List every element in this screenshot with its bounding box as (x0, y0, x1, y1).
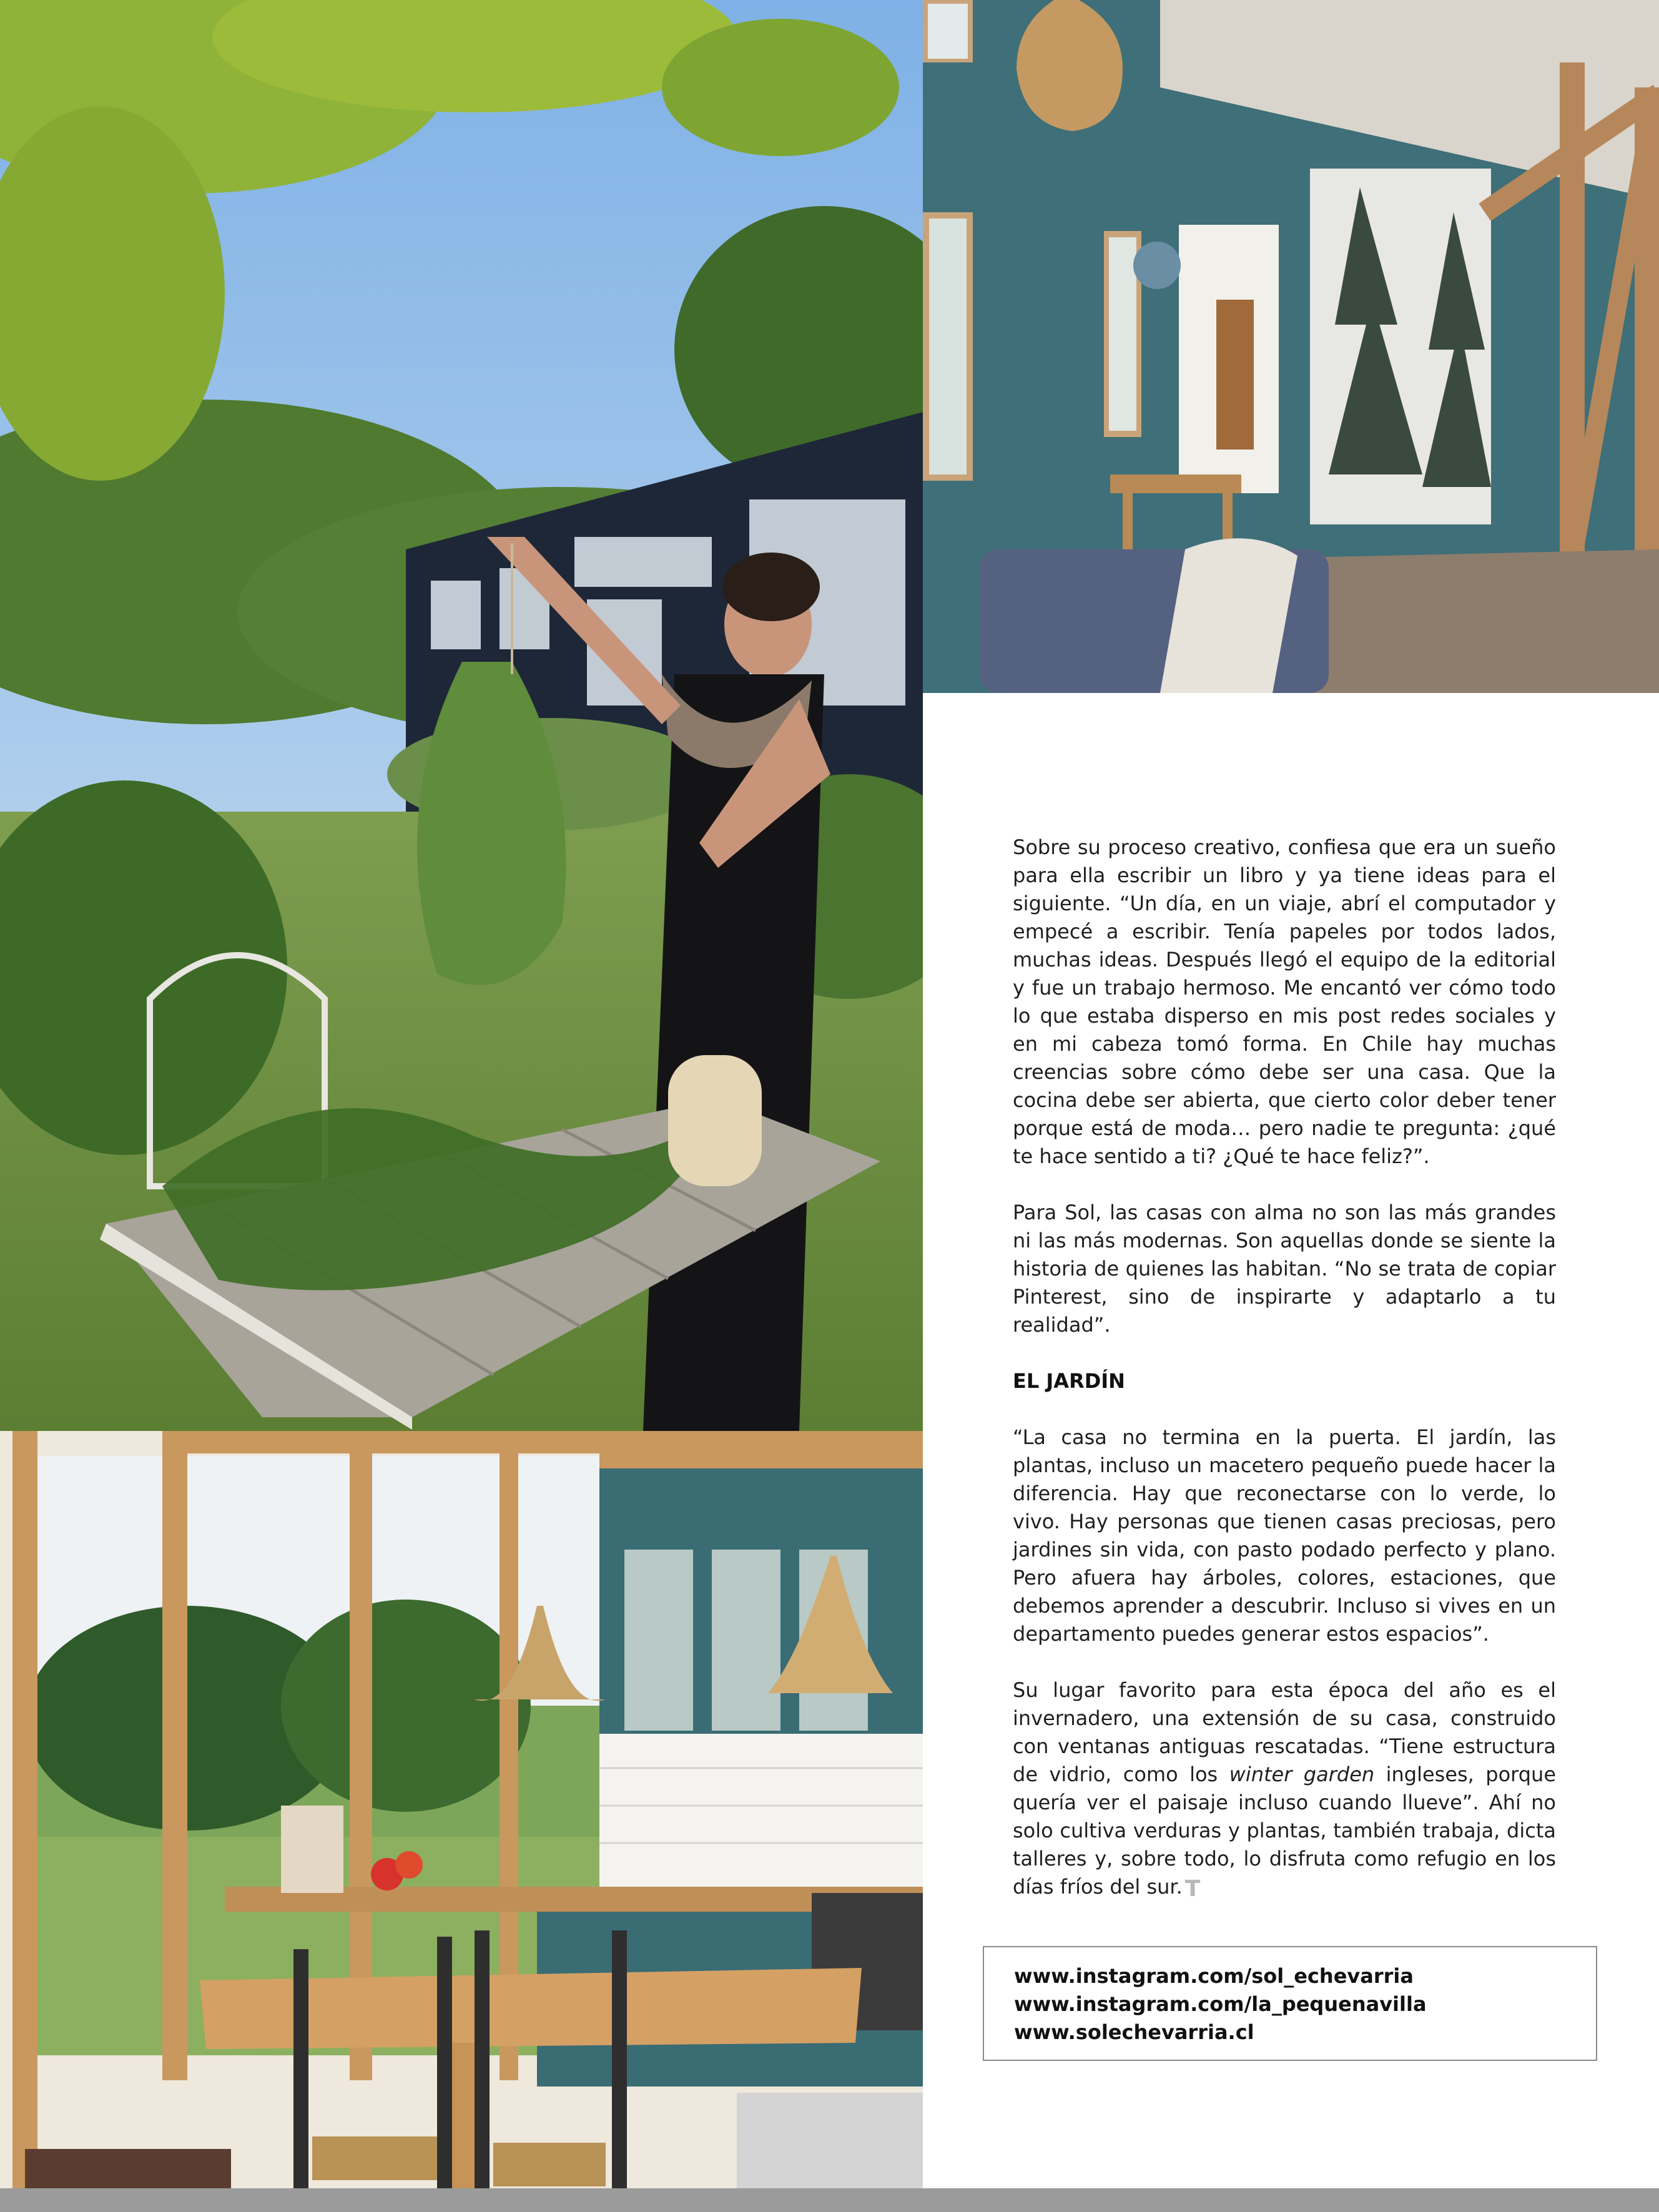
living-room-photo (923, 0, 1659, 693)
greenhouse-text-end: ingleses, porque quería ver el paisaje incluso cuando llueve”. Ahí no solo cultiva verduras y plantas, también trabaja, dicta talleres y, sobre todo, lo disfruta como refugio en los días fríos del sur. (1013, 1762, 1557, 1899)
end-mark-icon: T (1184, 1876, 1201, 1902)
section-heading-el-jardin: EL JARDÍN (1013, 1369, 1125, 1393)
paragraph-greenhouse (1013, 1676, 1556, 1901)
greenhouse-text-italic: winter garden (1229, 1762, 1375, 1786)
garden-photo (0, 0, 923, 1431)
link-instagram-sol-echevarria[interactable]: www.instagram.com/sol_echevarria (1014, 1964, 1414, 1988)
kitchen-photo (0, 1431, 923, 2212)
link-instagram-la-pequenavilla[interactable]: www.instagram.com/la_pequenavilla (1014, 1992, 1427, 2016)
greenhouse-text-start: Su lugar favorito para esta época del año es el invernadero, una extensión de su casa, construido con ventanas antiguas rescatadas. “Tiene estructura de vidrio, como los (1013, 1678, 1556, 1786)
link-solechevarria-website[interactable]: www.solechevarria.cl (1014, 2020, 1254, 2044)
paragraph-houses-with-soul: Para Sol, las casas con alma no son las más grandes ni las más modernas. Son aquellas donde se siente la historia de quienes las habitan. “No se trata de copiar Pinterest, sino de inspirarte y adaptarlo a tu realidad”. (1013, 1201, 1556, 1337)
paragraph-garden-quote: “La casa no termina en la puerta. El jardín, las plantas, incluso un macetero pequeño puede hacer la diferencia. Hay que reconectarse con lo verde, lo vivo. Hay personas que tienen casas preciosas, pero jardines sin vida, con pasto podado perfecto y plano. Pero afuera hay árboles, colores, estaciones, que debemos aprender a descubrir. Incluso si vives en un departamento puedes generar estos espacios”. (1013, 1425, 1556, 1646)
article-body (1013, 833, 1556, 1929)
links-box (983, 1946, 1597, 2061)
paragraph-creative-process: Sobre su proceso creativo, confiesa que era un sueño para ella escribir un libro y ya tiene ideas para el siguiente. “Un día, en un viaje, abrí el computador y empecé a escribir. Tenía papeles por todos lados, muchas ideas. Después llegó el equipo de la editorial y fue un trabajo hermoso. Me encantó ver cómo todo lo que estaba disperso en mis post redes sociales y en mi cabeza tomó forma. En Chile hay muchas creencias sobre cómo debe ser una casa. Que la cocina debe ser abierta, que cierto color deber tener porque está de moda… pero nadie te pregunta: ¿qué te hace sentido a ti? ¿Qué te hace feliz?”. (1013, 835, 1556, 1168)
page-bottom-bar (0, 2188, 1659, 2212)
